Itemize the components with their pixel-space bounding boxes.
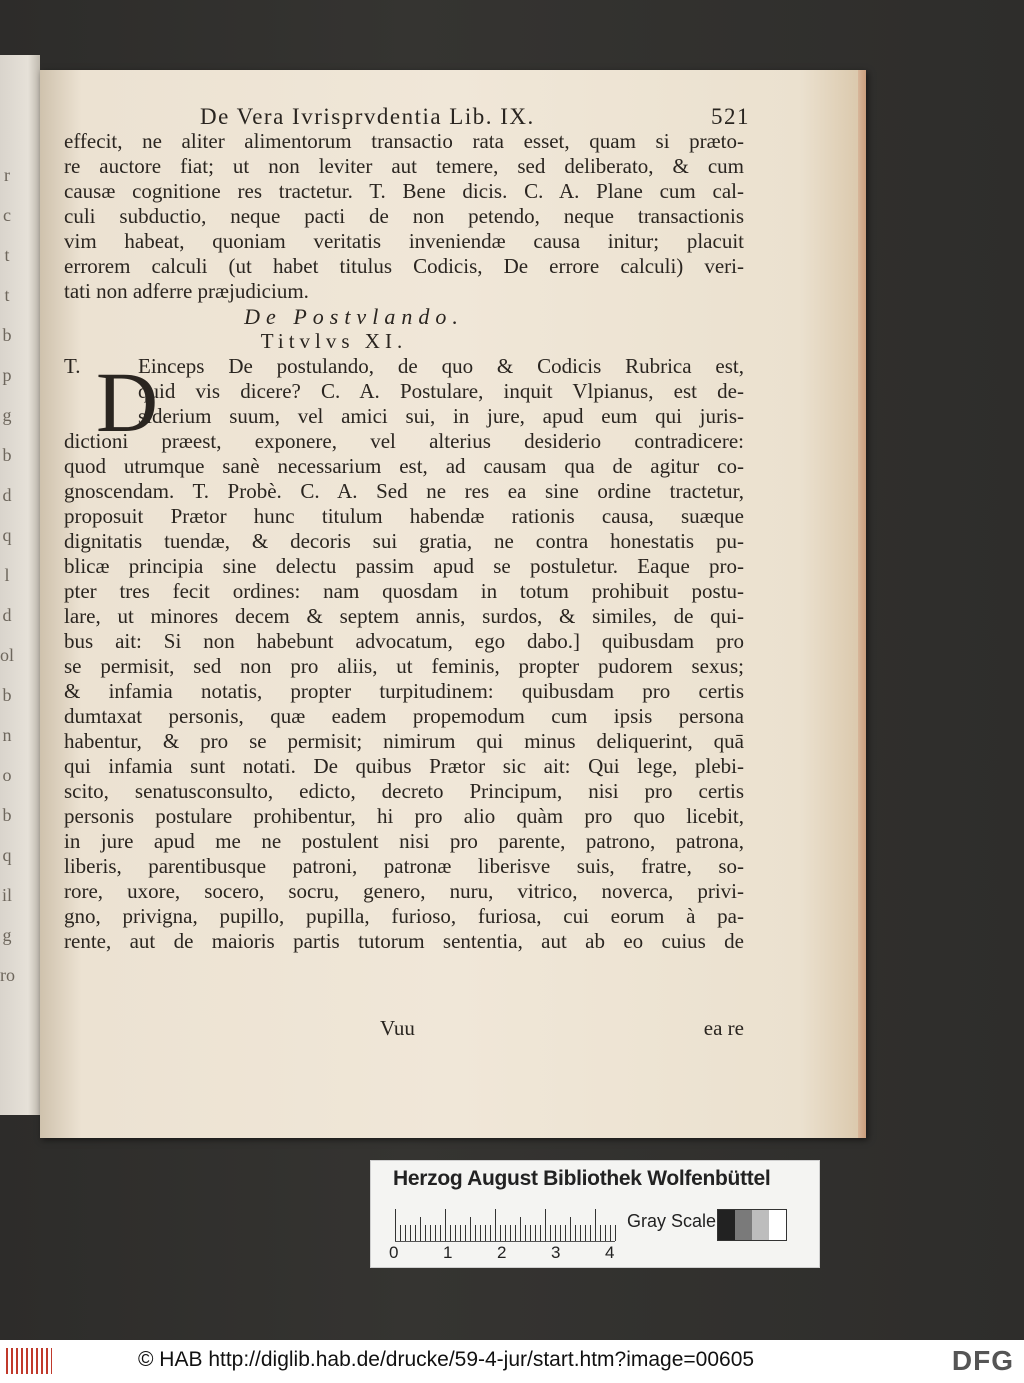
gray-patch xyxy=(718,1210,735,1240)
gray-scale-label: Gray Scale xyxy=(627,1211,717,1231)
ruler-tick xyxy=(445,1209,446,1241)
text-line: re auctore fiat; ut non leviter aut temere, sed deliberato, & cum xyxy=(64,154,744,178)
ruler-tick xyxy=(500,1225,501,1241)
ruler-tick xyxy=(540,1225,541,1241)
ruler-tick xyxy=(615,1225,616,1241)
ruler-number: 2 xyxy=(497,1243,507,1262)
text-line: habentur, & pro se permisit; nimirum qui minus deliquerint, quā xyxy=(64,729,744,753)
text-line: liberis, parentibusque patroni, patronæ liberisve suis, fratre, so- xyxy=(64,854,744,878)
color-calibration-card xyxy=(370,1160,820,1268)
text-line: rore, uxore, socero, socru, genero, nuru, vitrico, noverca, privi- xyxy=(64,879,744,903)
ruler-tick xyxy=(565,1225,566,1241)
section-heading: De Postvlando. xyxy=(244,304,464,329)
catch-line xyxy=(380,1016,744,1041)
section-paragraph xyxy=(64,354,744,954)
ruler-tick xyxy=(460,1225,461,1241)
ruler-tick xyxy=(535,1225,536,1241)
text-line: qui infamia sunt notati. De quibus Prætor sic ait: Qui lege, plebi- xyxy=(64,754,744,778)
viewer-footer xyxy=(0,1340,1024,1383)
left-page-fragment: c xyxy=(3,205,11,225)
text-line: dictioni præest, exponere, vel alterius desiderio contradicere: xyxy=(64,429,744,453)
body-paragraph xyxy=(64,129,744,304)
ruler-tick xyxy=(455,1225,456,1241)
signature-mark: Vuu xyxy=(380,1016,415,1040)
text-line: in jure apud me ne postulent nisi pro parente, patrono, patrona, xyxy=(64,829,744,853)
text-line: quod utrumque sanè necessarium est, ad causam qua de agitur co- xyxy=(64,454,744,478)
left-page-fragment: p xyxy=(2,365,12,385)
left-page-edge xyxy=(0,55,40,1115)
copyright-link[interactable]: © HAB http://diglib.hab.de/drucke/59-4-jur/start.htm?image=00605 xyxy=(138,1348,755,1371)
ruler-tick xyxy=(400,1225,401,1241)
text-line: rente, aut de maioris partis tutorum sententia, aut ab eo cuius de xyxy=(64,929,744,953)
text-line: culi subductio, neque pacti de non petendo, neque transactionis xyxy=(64,204,744,228)
left-page-fragment: il xyxy=(1,885,12,905)
left-page-fragment: d xyxy=(2,485,12,505)
page-fore-edge xyxy=(858,70,866,1138)
ruler-tick xyxy=(410,1225,411,1241)
ruler-tick xyxy=(570,1217,571,1241)
ruler-tick xyxy=(580,1225,581,1241)
text-line: proposuit Prætor hunc titulum habendæ rationis causa, suæque xyxy=(64,504,744,528)
ruler-tick xyxy=(425,1225,426,1241)
text-line: errorem calculi (ut habet titulus Codicis, De errore calculi) veri- xyxy=(64,254,744,278)
ruler-tick xyxy=(440,1225,441,1241)
left-page-fragment: d xyxy=(2,605,12,625)
left-page-fragment: b xyxy=(2,325,12,345)
text-line: quid vis dicere? C. A. Postulare, inquit Vlpianus, est de- xyxy=(138,379,744,403)
ruler-tick xyxy=(560,1225,561,1241)
dfg-logo: DFG xyxy=(951,1345,1014,1376)
ruler-number: 3 xyxy=(551,1243,561,1262)
gray-patch xyxy=(752,1210,769,1240)
ruler-tick xyxy=(525,1225,526,1241)
text-line: vim habeat, quoniam veritatis inveniendæ causa initur; placuit xyxy=(64,229,744,253)
text-line: pter tres fecit ordines: nam quosdam in totum prohibuit postu- xyxy=(64,579,744,603)
ruler-tick xyxy=(600,1225,601,1241)
ruler-number: 1 xyxy=(443,1243,453,1262)
ruler-tick xyxy=(545,1209,546,1241)
left-page-fragment: g xyxy=(2,925,12,945)
ruler-tick xyxy=(595,1209,596,1241)
left-page-fragment: t xyxy=(4,245,10,265)
ruler-tick xyxy=(515,1225,516,1241)
left-page-fragment: b xyxy=(2,445,12,465)
ruler-tick xyxy=(495,1209,496,1241)
running-head xyxy=(200,104,760,130)
drop-cap: D xyxy=(96,354,159,450)
left-page-fragment: q xyxy=(2,845,12,865)
ruler-tick xyxy=(520,1217,521,1241)
gray-patch xyxy=(769,1210,786,1240)
text-line: & infamia notatis, propter turpitudinem: quibusdam pro certis xyxy=(64,679,744,703)
left-page-fragment: ol xyxy=(0,645,15,665)
ruler-tick xyxy=(590,1225,591,1241)
left-page-fragment: l xyxy=(4,565,10,585)
ruler-tick xyxy=(555,1225,556,1241)
ruler-tick xyxy=(395,1209,396,1241)
ruler-tick xyxy=(610,1225,611,1241)
text-line: bus ait: Si non habebunt advocatum, ego dabo.] quibusdam pro xyxy=(64,629,744,653)
scale-ruler xyxy=(395,1209,615,1243)
ruler-tick xyxy=(485,1225,486,1241)
left-page-fragment: b xyxy=(2,805,12,825)
running-head-title: De Vera Ivrisprvdentia Lib. IX. xyxy=(200,104,535,129)
ruler-tick xyxy=(415,1225,416,1241)
ruler-tick xyxy=(475,1225,476,1241)
ruler-number: 4 xyxy=(605,1243,615,1262)
speaker-marker: T. xyxy=(64,354,81,378)
page-text xyxy=(64,129,744,954)
ruler-tick xyxy=(435,1225,436,1241)
ruler-tick xyxy=(480,1225,481,1241)
left-page-fragment: r xyxy=(4,165,10,185)
ruler-tick xyxy=(405,1225,406,1241)
ruler-tick xyxy=(510,1225,511,1241)
page-number: 521 xyxy=(711,104,750,129)
left-page-fragment: q xyxy=(2,525,12,545)
ruler-tick xyxy=(530,1225,531,1241)
text-line: personis postulare prohibentur, hi pro alio quàm pro quo licebit, xyxy=(64,804,744,828)
text-line: gno, privigna, pupillo, pupilla, furioso, furiosa, cui eorum à pa- xyxy=(64,904,744,928)
left-page-fragment: t xyxy=(4,285,10,305)
left-page-fragment: ro xyxy=(0,965,15,985)
ruler-tick xyxy=(490,1225,491,1241)
catchword: ea re xyxy=(703,1016,744,1040)
text-line: siderium suum, vel amici sui, in jure, apud eum qui juris- xyxy=(138,404,744,428)
left-page-fragment: o xyxy=(2,765,12,785)
left-page-fragment: b xyxy=(2,685,12,705)
text-line: dumtaxat personis, quæ eadem propemodum cum ipsis persona xyxy=(64,704,744,728)
left-page-fragment: n xyxy=(2,725,12,745)
ruler-tick xyxy=(420,1217,421,1241)
ruler-number: 0 xyxy=(389,1243,399,1262)
text-line: se permisit, sed non pro aliis, ut feminis, propter pudorem sexus; xyxy=(64,654,744,678)
text-line: gnoscendam. T. Probè. C. A. Sed ne res ea sine ordine tractetur, xyxy=(64,479,744,503)
ruler-tick xyxy=(465,1225,466,1241)
ruler-tick xyxy=(450,1225,451,1241)
book-page xyxy=(40,70,866,1138)
ruler-tick xyxy=(585,1225,586,1241)
ruler-tick xyxy=(430,1225,431,1241)
gray-scale-bar xyxy=(717,1209,787,1241)
section-subheading: Titvlvs XI. xyxy=(260,329,408,353)
hab-logo-bars xyxy=(6,1348,52,1374)
ruler-tick xyxy=(605,1225,606,1241)
text-line: Einceps De postulando, de quo & Codicis Rubrica est, xyxy=(138,354,744,378)
text-line: dignitatis tuendæ, & decoris sui gratia, ne contra honestatis pu- xyxy=(64,529,744,553)
ruler-tick xyxy=(575,1225,576,1241)
text-line: scito, senatusconsulto, edicto, decreto Principum, nisi pro certis xyxy=(64,779,744,803)
institution-name: Herzog August Bibliothek Wolfenbüttel xyxy=(393,1167,771,1190)
ruler-tick xyxy=(550,1225,551,1241)
ruler-tick xyxy=(470,1217,471,1241)
text-line: effecit, ne aliter alimentorum transactio rata esset, quam si præto- xyxy=(64,129,744,153)
ruler-tick xyxy=(505,1225,506,1241)
text-line: causæ cognitione res tractetur. T. Bene dicis. C. A. Plane cum cal- xyxy=(64,179,744,203)
text-line: lare, ut minores decem & septem annis, surdos, & similes, de qui- xyxy=(64,604,744,628)
ruler-baseline xyxy=(395,1241,615,1242)
left-page-fragment: g xyxy=(2,405,12,425)
text-line: tati non adferre præjudicium. xyxy=(64,279,309,303)
gray-patch xyxy=(735,1210,752,1240)
text-line: blicæ principia sine delectu passim apud se postuletur. Eaque pro- xyxy=(64,554,744,578)
